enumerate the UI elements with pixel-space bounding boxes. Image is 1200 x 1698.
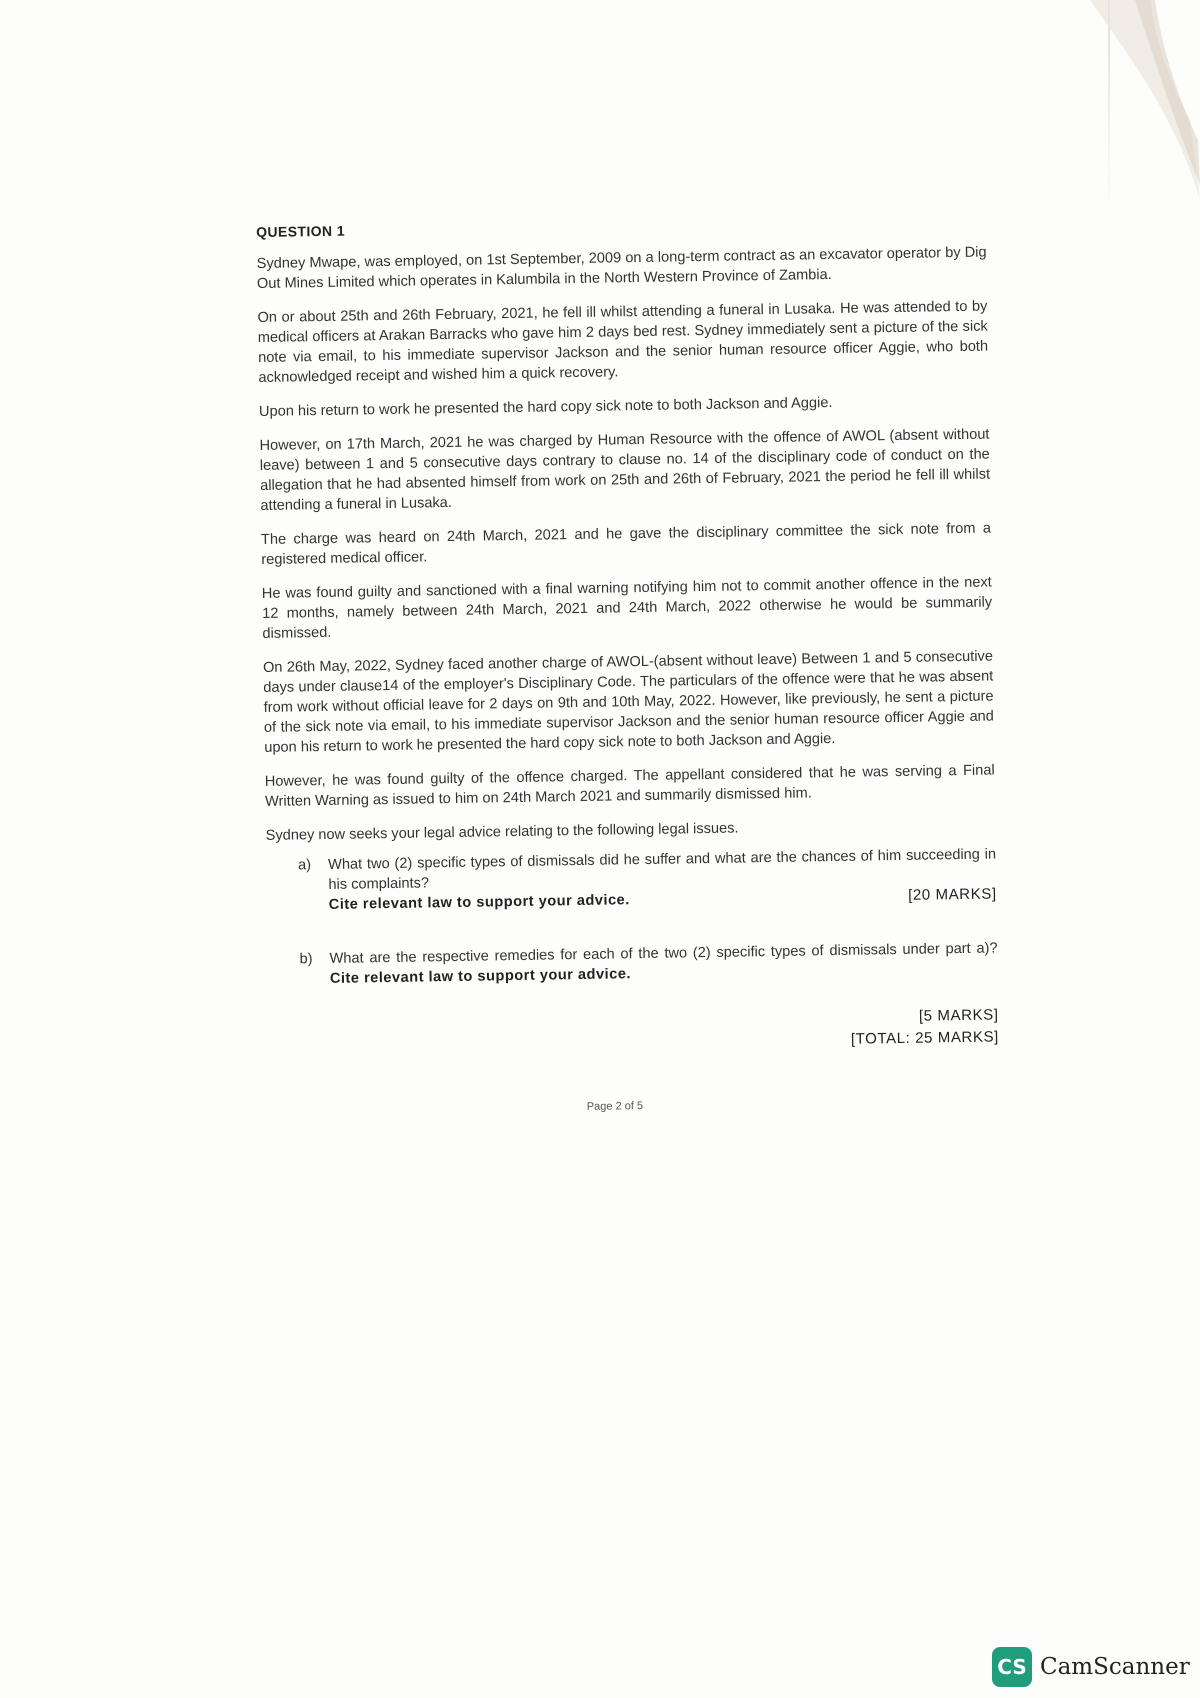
- question-a: [276, 844, 997, 915]
- question-b-label: b): [299, 951, 313, 968]
- question-b-prompt: What are the respective remedies for each of the two (2) specific types of dismissals under part a)?: [329, 940, 998, 967]
- question-a-marks: [20 MARKS]: [907, 885, 997, 904]
- paragraph-return: Upon his return to work he presented the hard copy sick note to both Jackson and Aggie.: [258, 394, 833, 420]
- marks-summary: [268, 1004, 999, 1059]
- paragraph-employment: Sydney Mwape, was employed, on 1st September, 2009 on a long-term contract as an excavator operator by Dig Out Mines Limited which operates in Kalumbila in the North Western Province of Zambia.: [256, 244, 987, 292]
- camscanner-brand: CamScanner: [1040, 1654, 1190, 1680]
- question-b-cite-law: Cite relevant law to support your advice.: [329, 966, 632, 987]
- question-b: [277, 938, 998, 989]
- total-marks: [TOTAL: 25 MARKS]: [850, 1028, 1000, 1048]
- question-b-text: [329, 938, 998, 988]
- question-a-text: [328, 844, 997, 914]
- paragraph-dismissal: However, he was found guilty of the offence charged. The appellant considered that he was serving a Final Written Warning as issued to him on 24th March 2021 and summarily dismissed him.: [264, 762, 995, 810]
- paragraph-charge: However, on 17th March, 2021 he was charged by Human Resource with the offence of AWOL (absent without leave) between 1 and 5 consecutive days contrary to clause no. 14 of the disciplinary code of conduct on the allegation that he had absented himself from work on 25th and 26th of February, 2021 the period he fell ill whilst attending a funeral in Lusaka.: [259, 426, 991, 514]
- question-a-label: a): [297, 857, 312, 874]
- paragraph-final-warning: He was found guilty and sanctioned with a final warning notifying him not to commit another offence in the next 12 months, namely between 24th March, 2021 and 24th March, 2022 otherwise he would be summarily dismissed.: [261, 574, 993, 642]
- paragraph-illness: On or about 25th and 26th February, 2021, he fell ill whilst attending a funeral in Lusaka. He was attended to by medical officers at Arakan Barracks who gave him 2 days bed rest. Sydney immediately sent a picture of the sick note via email, to his immediate supervisor Jackson and the senior human resource officer Aggie, who both acknowledged receipt and wished him a quick recovery.: [257, 298, 989, 386]
- paragraph-second-charge: On 26th May, 2022, Sydney faced another charge of AWOL-(absent without leave) Between 1 and 5 consecutive days under clause14 of the employer's Disciplinary Code. The particulars of the offence were that he was absent from work without official leave for 2 days on 9th and 10th May, 2022. However, like previously, he sent a picture of the sick note via email, to his immediate supervisor Jackson and the senior human resource officer Aggie and upon his return to work he presented the hard copy sick note to both Jackson and Aggie.: [262, 648, 994, 756]
- corner-curl-shadow: [1030, 0, 1200, 230]
- part-b-marks: [5 MARKS]: [918, 1006, 999, 1025]
- paragraph-advice-request: Sydney now seeks your legal advice relating to the following legal issues.: [265, 820, 739, 844]
- document-body: [256, 211, 1000, 1122]
- question-heading: QUESTION 1: [256, 222, 346, 240]
- question-a-prompt: What two (2) specific types of dismissals did he suffer and what are the chances of him succeeding in his complaints?: [327, 846, 997, 893]
- page-number: Page 2 of 5: [586, 1100, 644, 1113]
- paragraph-hearing: The charge was heard on 24th March, 2021 and he gave the disciplinary committee the sick note from a registered medical officer.: [260, 520, 992, 568]
- camscanner-watermark: [992, 1646, 1190, 1688]
- camscanner-logo-icon: CS: [992, 1647, 1032, 1687]
- question-a-cite-law: Cite relevant law to support your advice.: [328, 892, 630, 913]
